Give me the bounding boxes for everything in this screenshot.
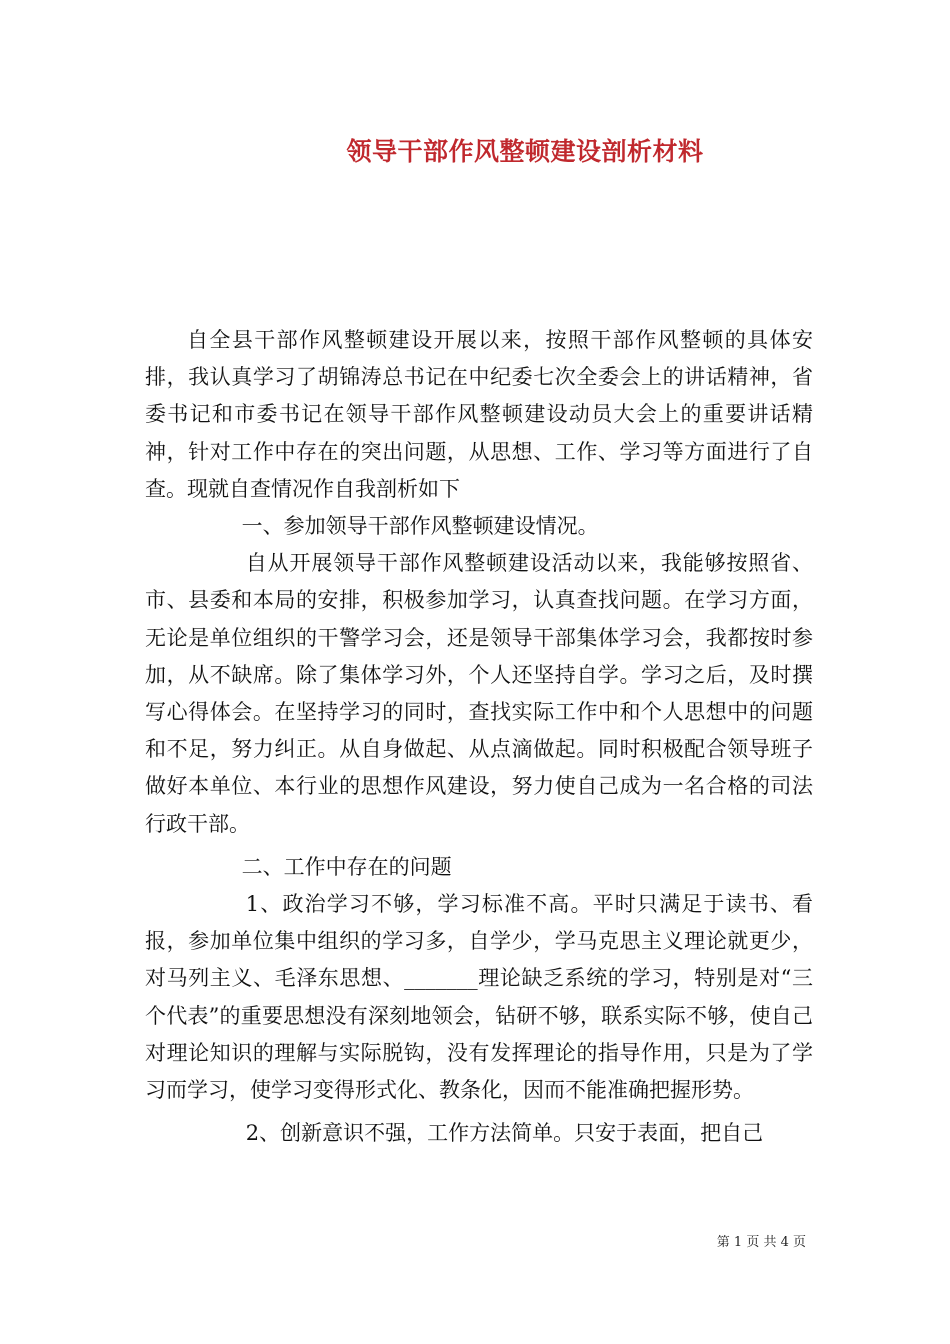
paragraph-problem-2: 2、创新意识不强，工作方法简单。只安于表面，把自己	[245, 1121, 764, 1146]
document-title: 领导干部作风整顿建设剖析材料	[346, 137, 704, 166]
page-number-footer: 第 1 页 共 4 页	[716, 1235, 806, 1250]
paragraph-intro: 自全县干部作风整顿建设开展以来，按照干部作风整顿的具体安排，我认真学习了胡锦涛总书记在中纪委七次全委会上的讲话精神，省委书记和市委书记在领导干部作风整顿建设动员大会上的重要讲话精神，针对工作中存在的突出问题，从思想、工作、学习等方面进行了自查。现就自查情况作自我剖析如下	[145, 328, 813, 501]
paragraph-participation: 自从开展领导干部作风整顿建设活动以来，我能够按照省、市、县委和本局的安排，积极参加学习，认真查找问题。在学习方面，无论是单位组织的干警学习会，还是领导干部集体学习会，我都按时参加，从不缺席。除了集体学习外，个人还坚持自学。学习之后，及时撰写心得体会。在坚持学习的同时，查找实际工作中和个人思想中的问题和不足，努力纠正。从自身做起、从点滴做起。同时积极配合领导班子做好本单位、本行业的思想作风建设，努力使自己成为一名合格的司法行政干部。	[145, 551, 813, 836]
section-heading-2: 二、工作中存在的问题	[241, 854, 452, 879]
section-heading-1: 一、参加领导干部作风整顿建设情况。	[241, 514, 599, 539]
paragraph-problem-1: 1、政治学习不够，学习标准不高。平时只满足于读书、看报，参加单位集中组织的学习多，自学少，学马克思主义理论就更少，对马列主义、毛泽东思想、_______理论缺乏系统的学习，特别是对“三个代表”的重要思想没有深刻地领会，钻研不够，联系实际不够，使自己对理论知识的理解与实际脱钩，没有发挥理论的指导作用，只是为了学习而学习，使学习变得形式化、教条化，因而不能准确把握形势。	[145, 892, 813, 1103]
document-body	[145, 322, 813, 1152]
